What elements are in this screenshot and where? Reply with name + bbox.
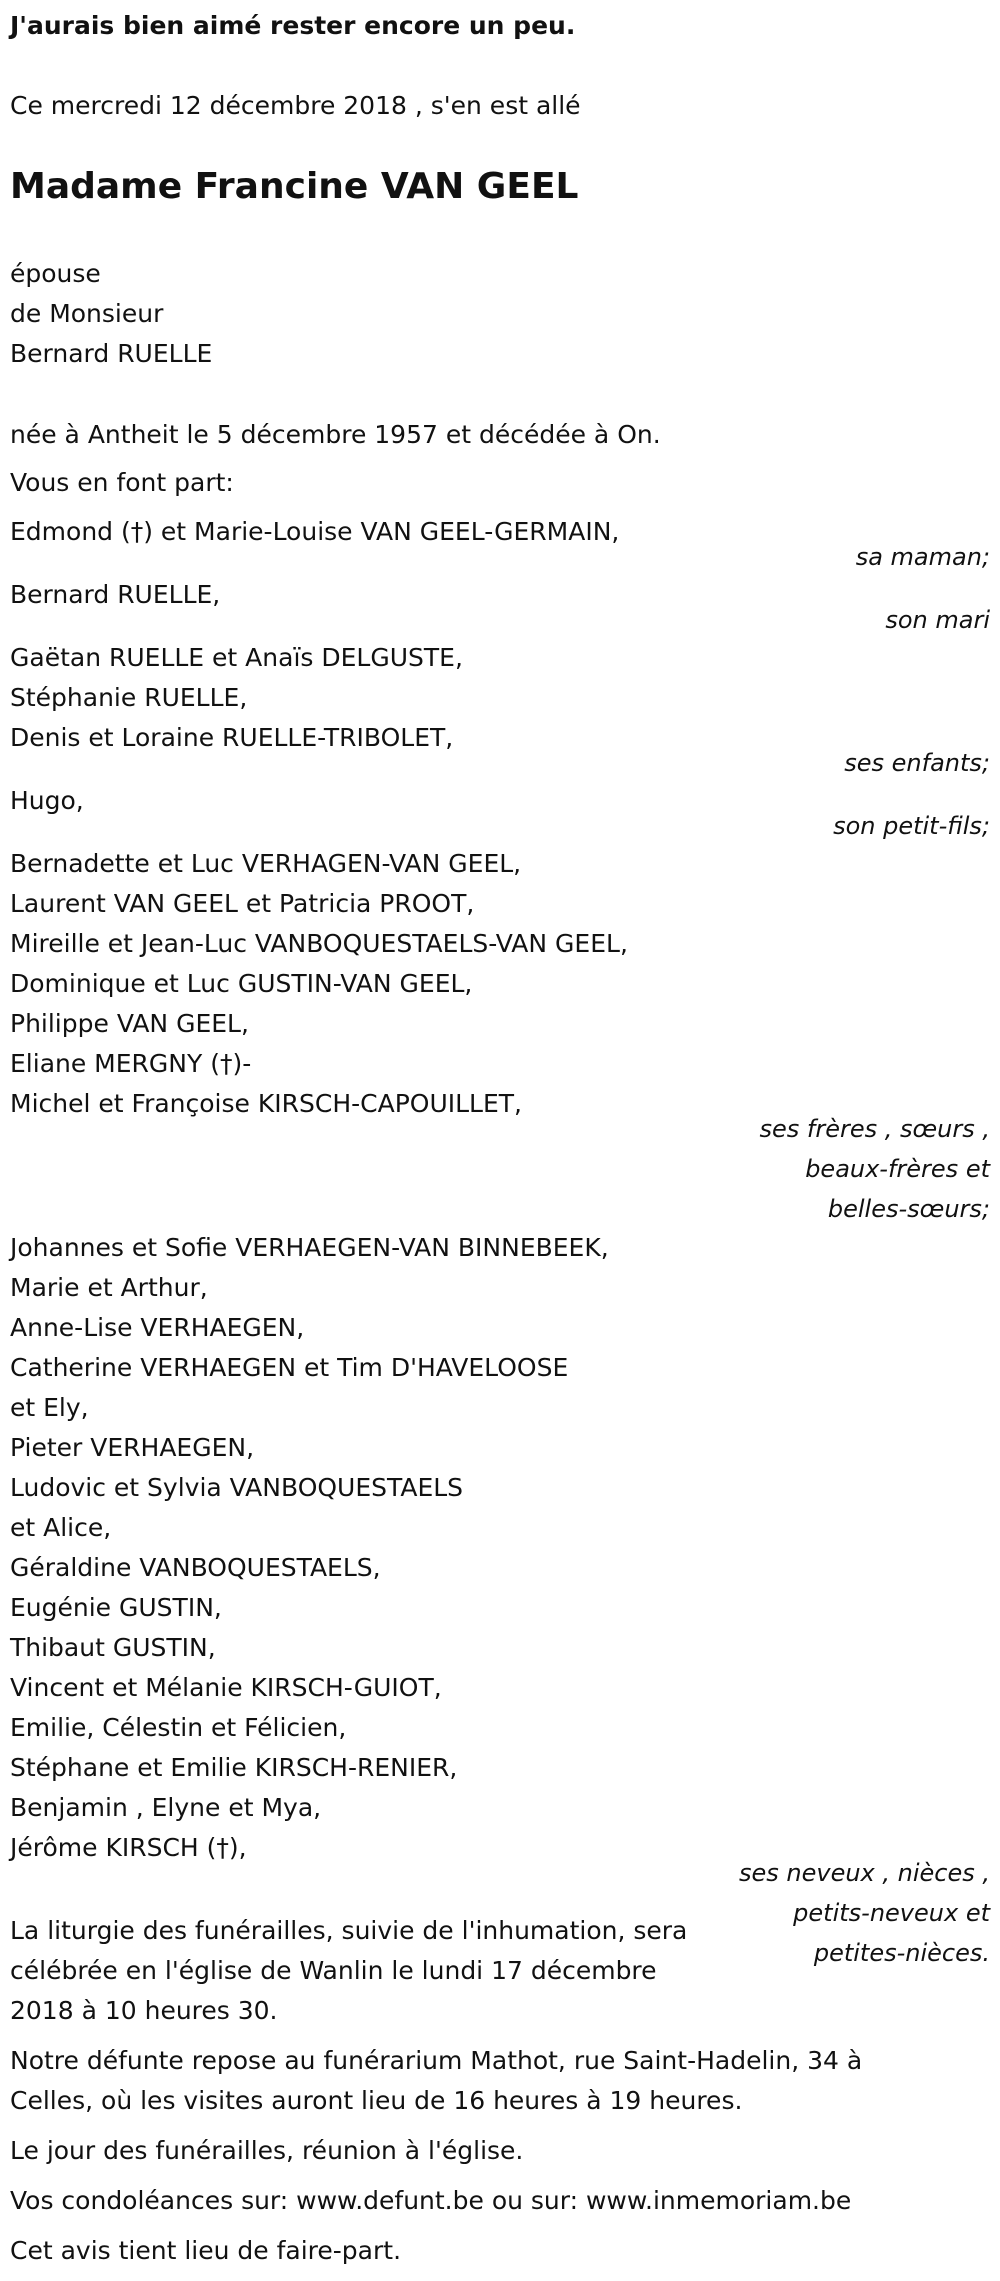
family-line: Edmond (†) et Marie-Louise VAN GEEL-GERMAIN, <box>10 517 620 546</box>
family-line: Géraldine VANBOQUESTAELS, <box>10 1553 381 1582</box>
family-role: beaux-frères et <box>805 1155 990 1183</box>
quote: J'aurais bien aimé rester encore un peu. <box>10 11 576 40</box>
family-line: Eliane MERGNY (†)- <box>10 1049 252 1078</box>
spouse-line: de Monsieur <box>10 299 164 328</box>
intro-line: Ce mercredi 12 décembre 2018 , s'en est allé <box>10 91 581 120</box>
funeral-line: 2018 à 10 heures 30. <box>10 1996 278 2025</box>
family-line: Pieter VERHAEGEN, <box>10 1433 255 1462</box>
notice-line: Cet avis tient lieu de faire-part. <box>10 2236 402 2265</box>
family-line: Benjamin , Elyne et Mya, <box>10 1793 322 1822</box>
deceased-name: Madame Francine VAN GEEL <box>10 166 579 207</box>
rest-line: Celles, où les visites auront lieu de 16 heures à 19 heures. <box>10 2086 743 2115</box>
family-line: Mireille et Jean-Luc VANBOQUESTAELS-VAN GEEL, <box>10 929 628 958</box>
family-line: Anne-Lise VERHAEGEN, <box>10 1313 305 1342</box>
family-line: Michel et Françoise KIRSCH-CAPOUILLET, <box>10 1089 522 1118</box>
funeral-line: célébrée en l'église de Wanlin le lundi 17 décembre <box>10 1956 657 1985</box>
family-role: son petit-fils; <box>833 812 990 840</box>
family-role: petits-neveux et <box>793 1899 990 1927</box>
family-role: ses neveux , nièces , <box>738 1859 990 1887</box>
announce-line: Vous en font part: <box>10 468 234 497</box>
rest-line: Notre défunte repose au funérarium Mathot, rue Saint-Hadelin, 34 à <box>10 2046 863 2075</box>
family-line: Ludovic et Sylvia VANBOQUESTAELS <box>10 1473 464 1502</box>
family-role: petites-nièces. <box>813 1939 990 1967</box>
family-role: son mari <box>885 606 990 634</box>
family-line: Stéphane et Emilie KIRSCH-RENIER, <box>10 1753 458 1782</box>
spouse-line: Bernard RUELLE <box>10 339 213 368</box>
family-line: Laurent VAN GEEL et Patricia PROOT, <box>10 889 475 918</box>
family-role: ses enfants; <box>844 749 990 777</box>
spouse-line: épouse <box>10 259 101 288</box>
family-line: Bernard RUELLE, <box>10 580 221 609</box>
family-line: et Alice, <box>10 1513 112 1542</box>
funeral-line: La liturgie des funérailles, suivie de l'inhumation, sera <box>10 1916 688 1945</box>
family-line: Emilie, Célestin et Félicien, <box>10 1713 347 1742</box>
birth-line: née à Antheit le 5 décembre 1957 et décédée à On. <box>10 420 661 449</box>
family-line: Jérôme KIRSCH (†), <box>10 1833 247 1862</box>
family-line: Johannes et Sofie VERHAEGEN-VAN BINNEBEEK, <box>10 1233 609 1262</box>
family-line: Catherine VERHAEGEN et Tim D'HAVELOOSE <box>10 1353 569 1382</box>
family-line: Dominique et Luc GUSTIN-VAN GEEL, <box>10 969 473 998</box>
meeting-line: Le jour des funérailles, réunion à l'église. <box>10 2136 524 2165</box>
family-role: belles-sœurs; <box>827 1195 990 1223</box>
family-line: Philippe VAN GEEL, <box>10 1009 249 1038</box>
family-line: Eugénie GUSTIN, <box>10 1593 222 1622</box>
family-line: Marie et Arthur, <box>10 1273 208 1302</box>
family-line: Vincent et Mélanie KIRSCH-GUIOT, <box>10 1673 442 1702</box>
family-line: Bernadette et Luc VERHAGEN-VAN GEEL, <box>10 849 522 878</box>
condolences-line: Vos condoléances sur: www.defunt.be ou sur: www.inmemoriam.be <box>10 2186 852 2215</box>
family-line: Gaëtan RUELLE et Anaïs DELGUSTE, <box>10 643 463 672</box>
family-line: Denis et Loraine RUELLE-TRIBOLET, <box>10 723 454 752</box>
family-line: Thibaut GUSTIN, <box>10 1633 216 1662</box>
family-line: Hugo, <box>10 786 84 815</box>
family-role: sa maman; <box>855 543 990 571</box>
family-line: et Ely, <box>10 1393 89 1422</box>
family-role: ses frères , sœurs , <box>759 1115 990 1143</box>
family-line: Stéphanie RUELLE, <box>10 683 248 712</box>
